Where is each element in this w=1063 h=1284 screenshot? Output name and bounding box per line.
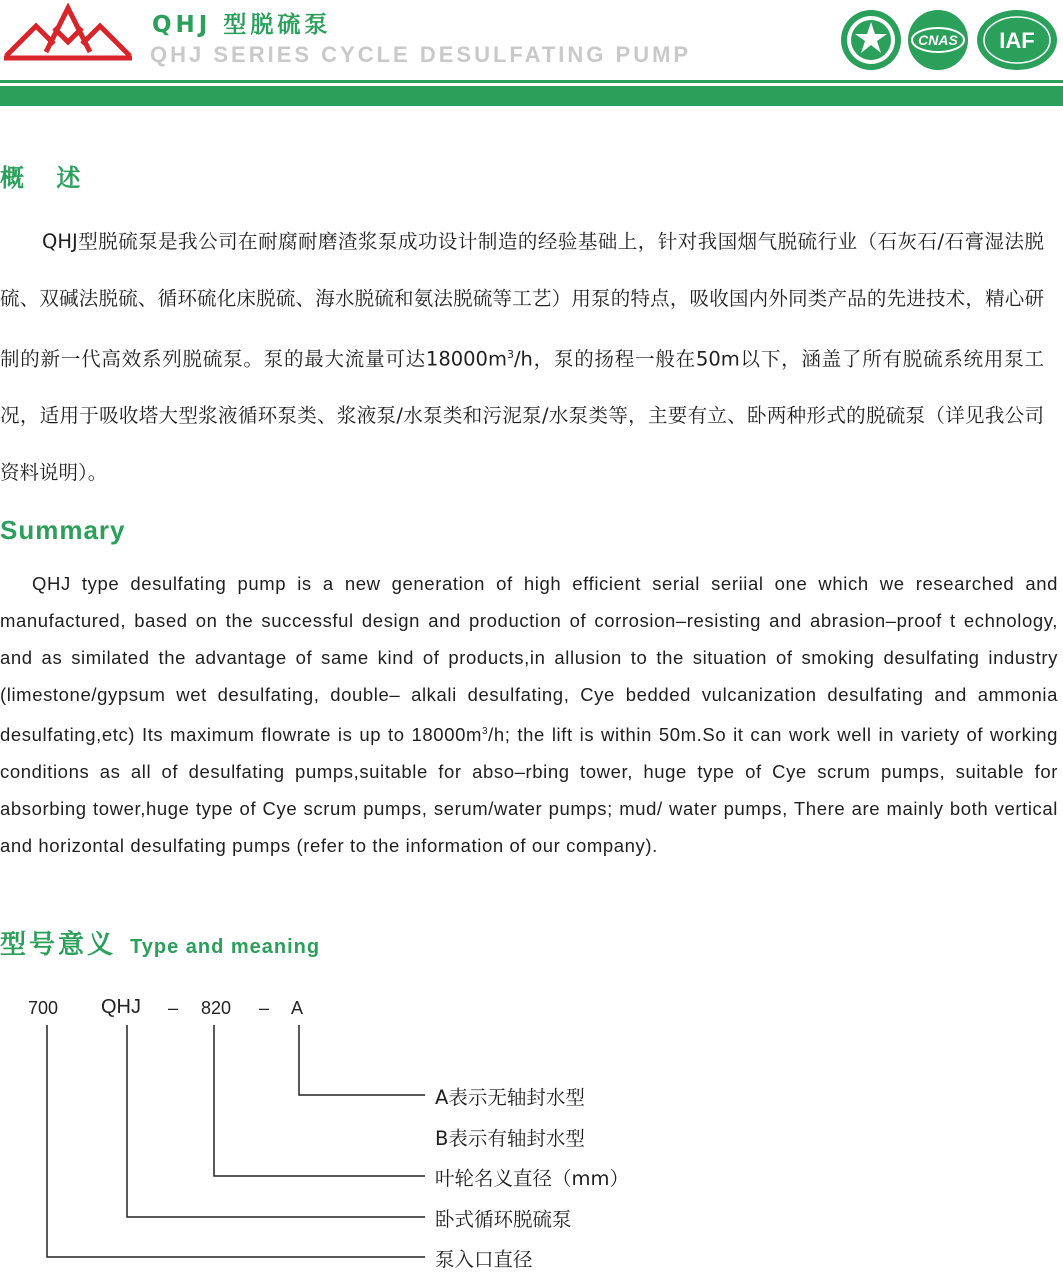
summary-paragraph-text-2: /h; the lift is within 50m.So it can work well in variety of working conditions as all of desulfating pumps,suitable for abso–rbing tower, huge type of Cye scrum pumps, suitable for absorbing tower,huge type of Cye scrum pumps, serum/water pumps; mud/ water pumps, There are mainly both vertical and horizontal desulfating pumps (refer to the information of our company). bbox=[0, 723, 1058, 856]
legend-item-with-seal-water: B表示有轴封水型 bbox=[435, 1127, 585, 1150]
code-dash-2: – bbox=[259, 998, 270, 1018]
summary-paragraph-text: QHJ type desulfating pump is a new generation of high efficient serial seriial one which we researched and manufactured, based on the successful design and production of corrosion–resisting and abrasion–proof t echnology, and as similated the advantage of same kind of products,in allusion to the situation of smoking desulfating industry (limestone/gypsum wet desulfating, double– alkali desulfating, Cye bedded vulcanization desulfating and ammonia desulfating,etc) Its maximum flowrate is up to 18000m bbox=[0, 573, 1058, 745]
legend-item-inlet-diameter: 泵入口直径 bbox=[435, 1248, 533, 1271]
code-impeller-diameter: 820 bbox=[201, 998, 232, 1018]
header-title-cn: QHJ 型脱硫泵 bbox=[152, 12, 332, 38]
summary-heading: Summary bbox=[0, 515, 126, 545]
type-meaning-heading bbox=[0, 924, 320, 961]
svg-text:CNAS: CNAS bbox=[918, 32, 958, 48]
header-title-en: QHJ SERIES CYCLE DESULFATING PUMP bbox=[150, 42, 692, 67]
overview-paragraph bbox=[0, 214, 1044, 501]
legend-item-horizontal-pump: 卧式循环脱硫泵 bbox=[435, 1208, 572, 1231]
summary-superscript: 3 bbox=[481, 725, 489, 737]
page-header bbox=[0, 0, 1063, 110]
header-divider-thin bbox=[0, 80, 1063, 83]
svg-text:IAF: IAF bbox=[999, 28, 1035, 53]
code-inlet-diameter: 700 bbox=[28, 998, 59, 1018]
cnas-badge-icon bbox=[906, 8, 970, 72]
overview-paragraph-text: QHJ型脱硫泵是我公司在耐腐耐磨渣浆泵成功设计制造的经验基础上，针对我国烟气脱硫行业（石灰石/石膏湿法脱硫、双碱法脱硫、循环硫化床脱硫、海水脱硫和氨法脱硫等工艺）用泵的特点，吸收国内外同类产品的先进技术，精心研制的新一代高效系列脱硫泵。泵的最大流量可达18000m bbox=[0, 230, 1044, 371]
certification-seal-icon bbox=[839, 8, 903, 72]
legend-item-no-seal-water: A表示无轴封水型 bbox=[435, 1086, 585, 1109]
legend-item-impeller-diameter: 叶轮名义直径（mm） bbox=[435, 1167, 629, 1190]
overview-heading: 概 述 bbox=[0, 164, 93, 192]
type-meaning-connector-lines bbox=[0, 1015, 450, 1265]
code-seal-type: A bbox=[291, 998, 304, 1018]
summary-paragraph bbox=[0, 566, 1058, 864]
header-divider-thick bbox=[0, 86, 1063, 106]
code-dash-1: – bbox=[168, 998, 179, 1018]
type-meaning-heading-cn: 型号意义 bbox=[0, 930, 117, 960]
code-series: QHJ bbox=[101, 996, 141, 1018]
iaf-badge-icon bbox=[975, 8, 1059, 72]
overview-superscript: 3 bbox=[506, 348, 514, 362]
type-meaning-heading-en: Type and meaning bbox=[130, 936, 321, 958]
overview-paragraph-text-2: /h，泵的扬程一般在50m以下，涵盖了所有脱硫系统用泵工况，适用于吸收塔大型浆液循环泵类、浆液泵/水泵类和污泥泵/水泵类等，主要有立、卧两种形式的脱硫泵（详见我公司资料说明）。 bbox=[0, 347, 1044, 484]
company-logo-icon bbox=[2, 2, 134, 64]
